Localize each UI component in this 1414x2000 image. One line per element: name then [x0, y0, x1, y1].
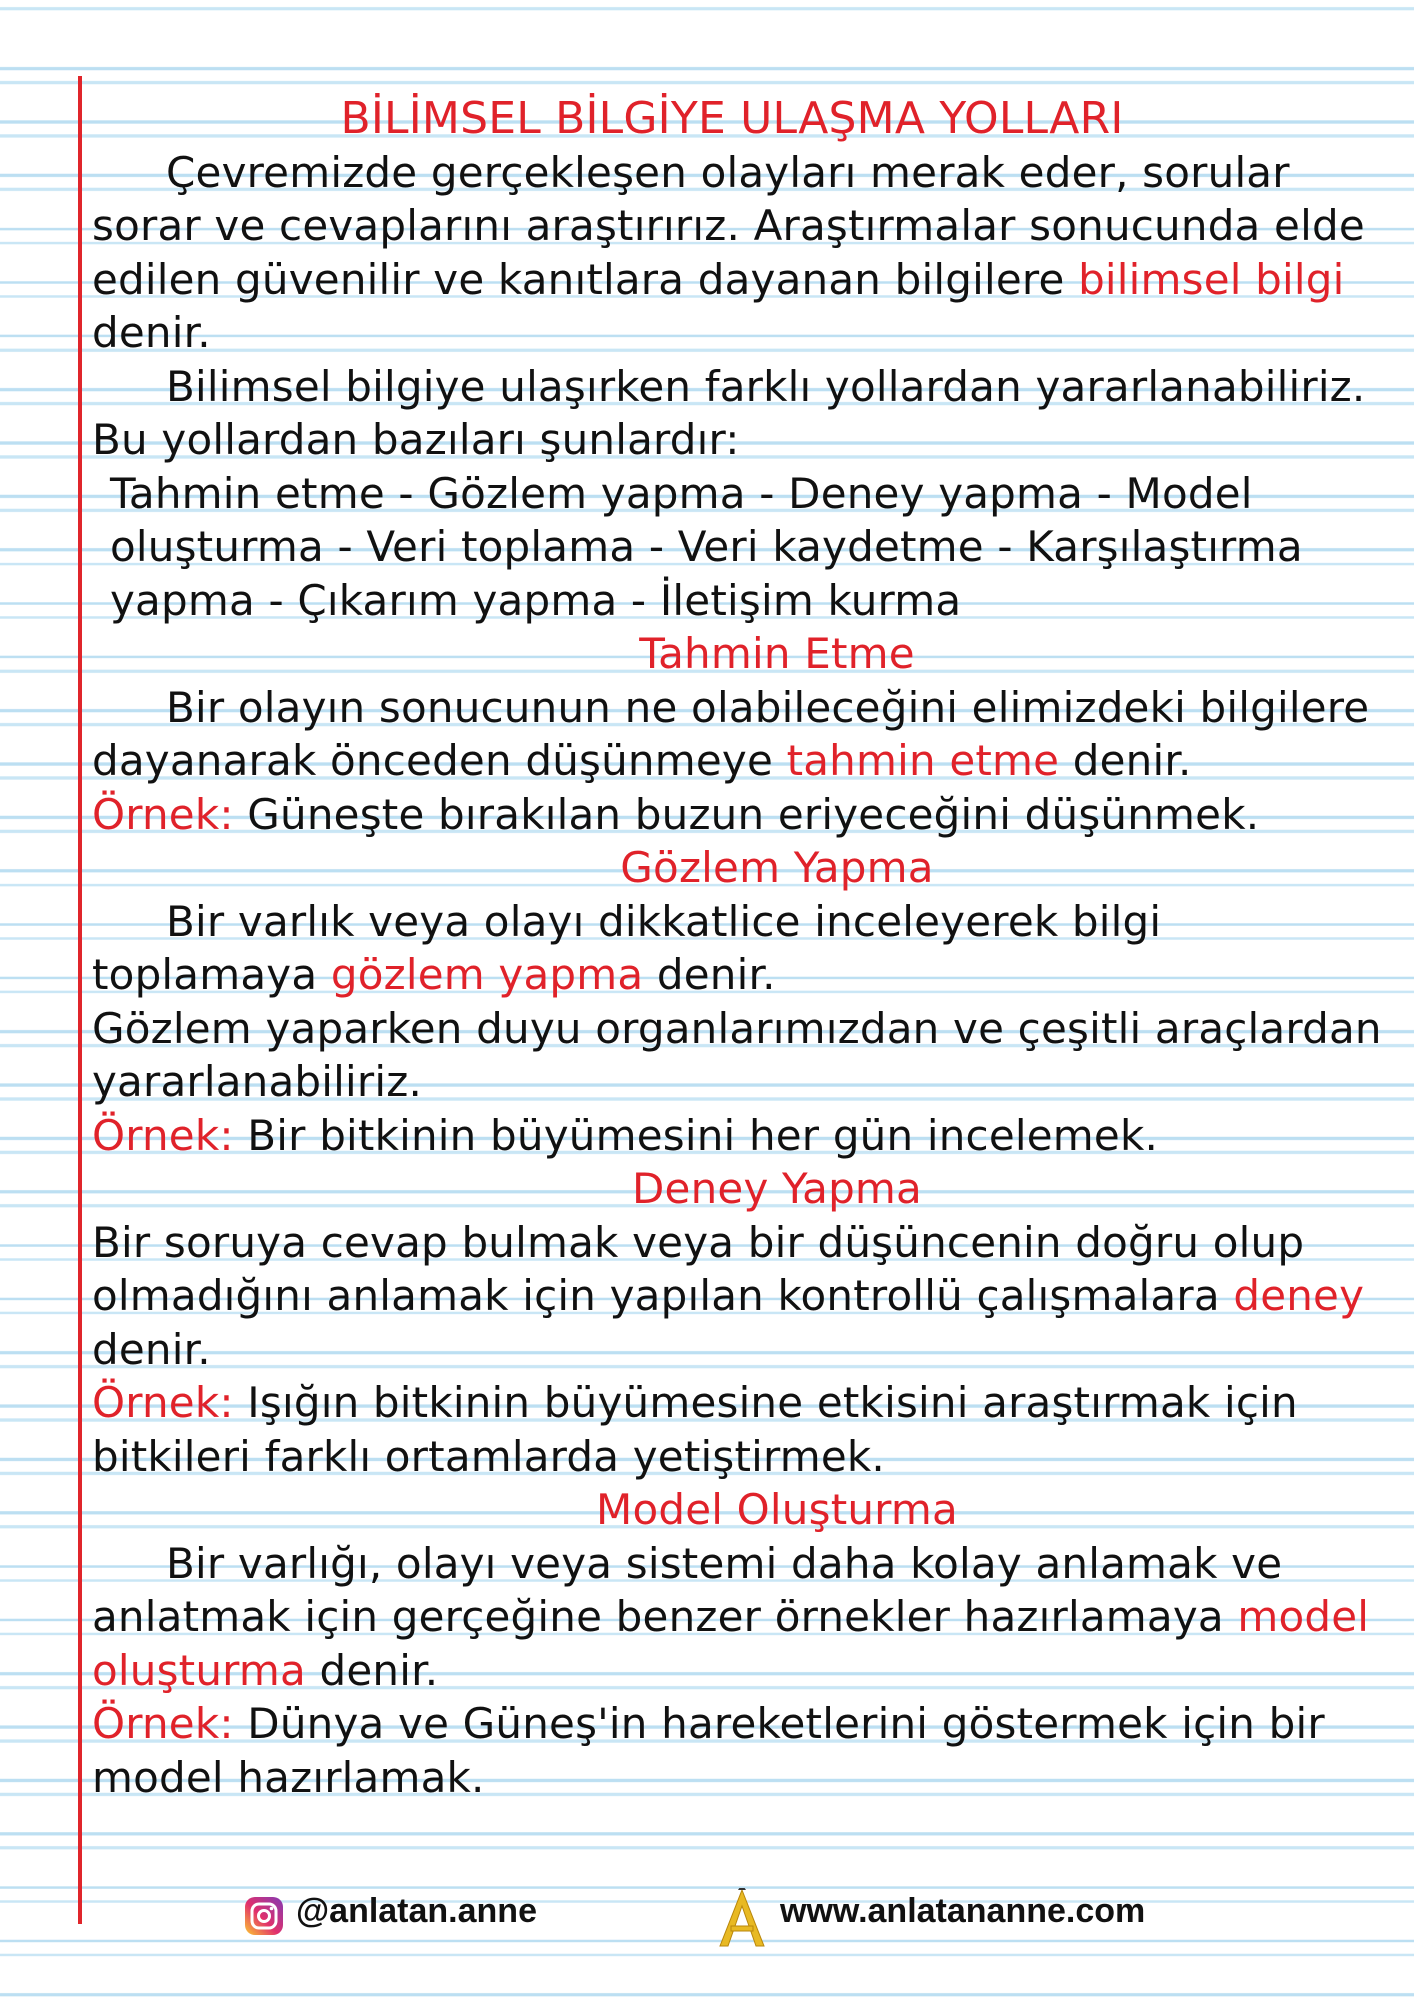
intro-paragraph-1 [92, 146, 1392, 360]
example-label: Örnek: [92, 1110, 234, 1160]
term-bilimsel-bilgi: bilimsel bilgi [1078, 254, 1345, 304]
tahmin-end: denir. [1072, 736, 1192, 785]
margin-line [78, 76, 82, 1924]
example-label: Örnek: [92, 1378, 234, 1427]
gozlem-text: Bir varlık veya olayı dikkatlice inceleyerek bilgi toplamaya [92, 896, 1162, 999]
tahmin-paragraph [92, 681, 1392, 788]
deney-example [92, 1376, 1392, 1483]
heading-gozlem-yapma: Gözlem Yapma [620, 843, 934, 892]
intro-paragraph-2 [92, 360, 1392, 467]
gozlem-example-text: Bir bitkinin büyümesini her gün incelemek. [247, 1110, 1159, 1160]
worksheet-content [92, 92, 1392, 1804]
instagram-icon[interactable] [244, 1896, 284, 1936]
letter-a-logo-icon [716, 1888, 768, 1948]
gozlem-paragraph [92, 895, 1392, 1002]
tahmin-text: Bir olayın sonucunun ne olabileceğini elimizdeki bilgilere dayanarak önceden düşünmeye [92, 682, 1370, 785]
deney-paragraph [92, 1216, 1392, 1377]
methods-list: Tahmin etme - Gözlem yapma - Deney yapma - Model oluşturma - Veri toplama - Veri kaydetme - Karşılaştırma yapma - Çıkarım yapma - İletişim kurma [110, 468, 1303, 625]
tahmin-example [92, 788, 1392, 842]
term-model-olusturma: model oluşturma [92, 1592, 1370, 1695]
heading-deney-yapma: Deney Yapma [632, 1164, 922, 1213]
example-label: Örnek: [92, 789, 234, 839]
intro-p1-text: Çevremizde gerçekleşen olayları merak eder, sorular sorar ve cevaplarını araştırırız. Araştırmalar sonucunda elde edilen güvenilir ve kanıtlara dayanan bilgilere [92, 147, 1365, 304]
model-example-text: Dünya ve Güneş'in hareketlerini göstermek için bir model hazırlamak. [92, 1699, 1325, 1802]
model-end: denir. [319, 1645, 439, 1695]
heading-model-olusturma: Model Oluşturma [596, 1485, 958, 1534]
website-link[interactable]: www.anlatananne.com [780, 1892, 1146, 1930]
model-text: Bir varlığı, olayı veya sistemi daha kolay anlamak ve anlatmak için gerçeğine benzer örnekler hazırlamaya [92, 1538, 1283, 1641]
tahmin-example-text: Güneşte bırakılan buzun eriyeceğini düşünmek. [247, 789, 1260, 839]
term-gozlem-yapma: gözlem yapma [330, 950, 644, 999]
gozlem-end: denir. [656, 950, 776, 999]
term-tahmin-etme: tahmin etme [786, 736, 1060, 785]
example-label: Örnek: [92, 1699, 234, 1748]
instagram-handle[interactable]: @anlatan.anne [296, 1892, 537, 1930]
gozlem-example [92, 1109, 1392, 1163]
deney-text: Bir soruya cevap bulmak veya bir düşüncenin doğru olup olmadığını anlamak için yapılan kontrollü çalışmalara [92, 1217, 1305, 1320]
gozlem-extra: Gözlem yaparken duyu organlarımızdan ve çeşitli araçlardan yararlanabiliriz. [92, 1003, 1382, 1106]
intro-p1-end: denir. [92, 308, 211, 357]
model-paragraph [92, 1537, 1392, 1698]
page-title: BİLİMSEL BİLGİYE ULAŞMA YOLLARI [340, 93, 1124, 144]
term-deney: deney [1233, 1271, 1365, 1320]
intro-p2-text: Bilimsel bilgiye ulaşırken farklı yollardan yararlanabiliriz. Bu yollardan bazıları şunlardır: [92, 361, 1366, 464]
footer [0, 1888, 1414, 1948]
model-example [92, 1697, 1392, 1804]
deney-example-text: Işığın bitkinin büyümesine etkisini araştırmak için bitkileri farklı ortamlarda yetiştirmek. [92, 1378, 1298, 1481]
deney-end: denir. [92, 1324, 211, 1374]
heading-tahmin-etme: Tahmin Etme [639, 629, 915, 678]
